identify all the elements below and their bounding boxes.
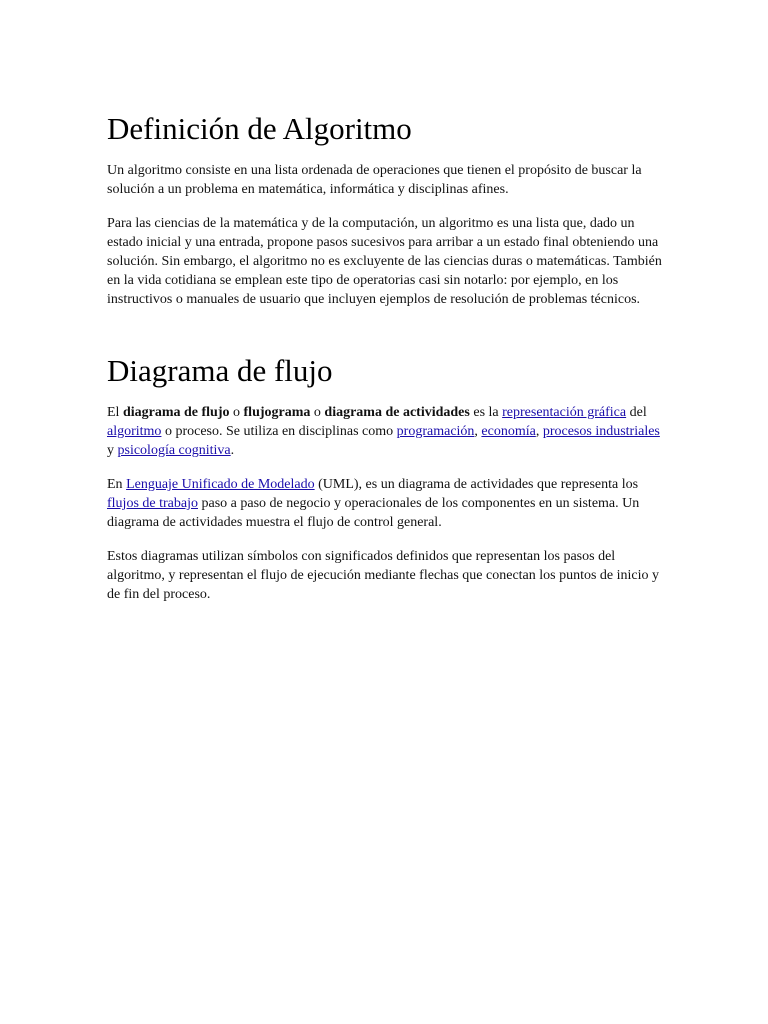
bold-term-diagrama-de-flujo: diagrama de flujo: [122, 405, 230, 420]
link-procesos-industriales[interactable]: procesos industriales: [542, 424, 660, 439]
text-span: paso a paso de negocio y operacionales de los componentes en un sistema. Un diagrama de actividades muestra el flujo de control general.: [107, 496, 640, 530]
heading-definicion-algoritmo: Definición de Algoritmo: [107, 111, 412, 146]
link-economia[interactable]: economía: [481, 424, 536, 439]
link-representacion-grafica[interactable]: representación gráfica: [502, 405, 627, 420]
link-programacion[interactable]: programación: [396, 424, 475, 439]
link-flujos-de-trabajo[interactable]: flujos de trabajo: [107, 496, 198, 511]
heading-diagrama-de-flujo: Diagrama de flujo: [107, 353, 333, 388]
section-diagrama-de-flujo: [107, 352, 667, 604]
bold-term-flujograma: flujograma: [243, 405, 311, 420]
link-psicologia-cognitiva[interactable]: psicología cognitiva: [117, 443, 231, 458]
text-span: o proceso. Se utiliza en disciplinas como: [161, 424, 397, 439]
link-lenguaje-unificado-de-modelado[interactable]: Lenguaje Unificado de Modelado: [126, 477, 315, 492]
text-span: ,: [535, 424, 543, 439]
paragraph-simbolos: Estos diagramas utilizan símbolos con significados definidos que representan los pasos del algoritmo, y representan el flujo de ejecución mediante flechas que conectan los puntos de inicio y de fin del proceso.: [107, 549, 660, 602]
text-span: es la: [469, 405, 503, 420]
paragraph-algoritmo-intro: Un algoritmo consiste en una lista ordenada de operaciones que tienen el propósito de buscar la solución a un problema en matemática, informática y disciplinas afines.: [107, 163, 642, 197]
paragraph-algoritmo-detalle: Para las ciencias de la matemática y de la computación, un algoritmo es una lista que, dado un estado inicial y una entrada, propone pasos sucesivos para arribar a un estado final obteniendo una solución. Sin embargo, el algoritmo no es excluyente de las ciencias duras o matemáticas. También en la vida cotidiana se emplean este tipo de operatorias casi sin notarlo: por ejemplo, en los instructivos o manuales de usuario que incluyen ejemplos de resolución de problemas técnicos.: [107, 216, 662, 307]
text-span: o: [310, 405, 325, 420]
bold-term-diagrama-de-actividades: diagrama de actividades: [324, 405, 470, 420]
document-content: [107, 110, 667, 619]
paragraph-uml: [107, 475, 667, 532]
text-span: ,: [474, 424, 482, 439]
text-span: del: [626, 405, 647, 420]
text-span: (UML), es un diagrama de actividades que representa los: [314, 477, 639, 492]
text-span: En: [107, 477, 127, 492]
text-span: .: [230, 443, 235, 458]
paragraph-diagrama-definicion: [107, 403, 667, 460]
text-span: y: [107, 443, 118, 458]
text-span: El: [107, 405, 123, 420]
link-algoritmo[interactable]: algoritmo: [107, 424, 162, 439]
text-span: o: [229, 405, 244, 420]
